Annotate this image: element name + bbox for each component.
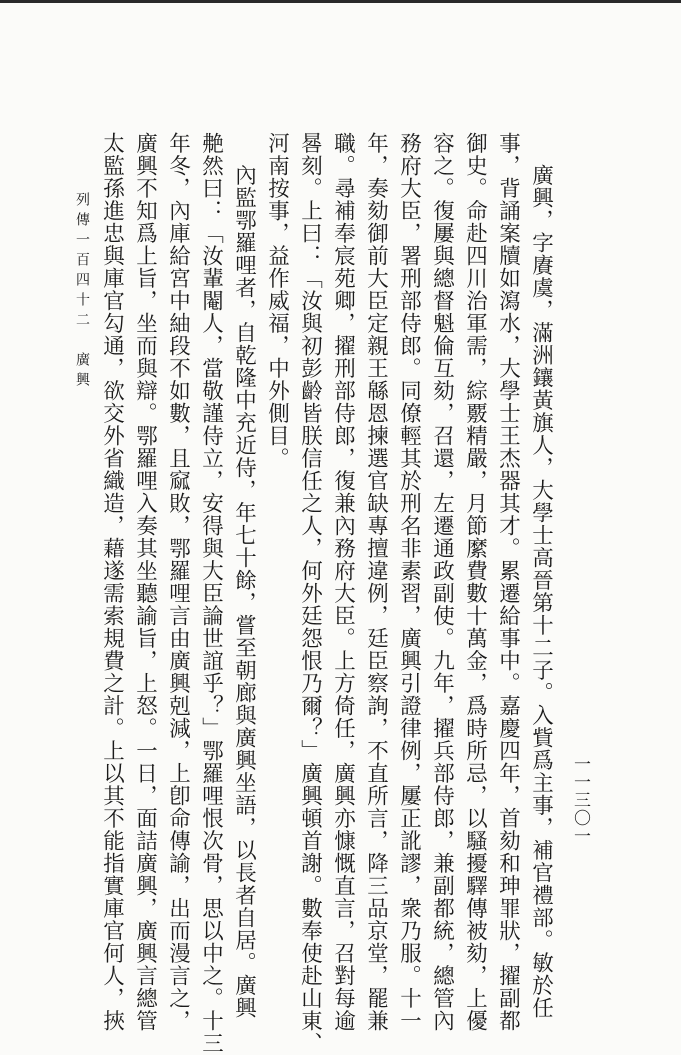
text-column-6: 年，奏劾御前大臣定親王緜恩揀選官缺專擅違例，廷臣察詢，不直所言，降三品京堂，罷兼 [363, 132, 389, 1032]
text-column-10: 內監鄂羅哩者，自乾隆中充近侍，年七十餘，嘗至朝廊與廣興坐語，以長者自居。廣興 [231, 164, 257, 1019]
side-title: 列傳一百四十二 廣興 [74, 192, 90, 392]
text-column-2: 事，背誦案牘如瀉水，大學士王杰器其才。累遷給事中。嘉慶四年，首劾和珅罪狀，擢副都 [495, 132, 521, 1032]
top-border-rule [0, 0, 681, 3]
text-column-1: 廣興，字賡虞，滿洲鑲黃旗人，大學士高晉第十二子。入貲爲主事，補官禮部。敏於任 [528, 164, 554, 1019]
text-column-11: 艴然曰：「汝輩閹人，當敬謹侍立，安得與大臣論世誼乎？」鄂羅哩恨次骨，思以中之。十三 [198, 132, 224, 1055]
text-column-8: 晷刻。上曰：「汝與初彭齡皆朕信任之人，何外廷怨恨乃爾？」廣興頓首謝。數奉使赴山東、 [297, 132, 323, 1055]
text-column-3: 御史。命赴四川治軍需，綜覈精嚴，月節縻費數十萬金，爲時所忌，以騷擾驛傳被劾，上優 [462, 132, 488, 1032]
text-column-14: 太監孫進忠與庫官勾通，欲交外省織造，藉遂需索規費之計。上以其不能指實庫官何人，挾 [99, 132, 125, 1032]
text-column-7: 職。尋補奉宸苑卿，擢刑部侍郎，復兼內務府大臣。上方倚任，廣興亦慷慨直言，召對每逾 [330, 132, 356, 1032]
text-column-9: 河南按事，益作威福，中外側目。 [264, 132, 290, 470]
text-column-12: 年冬，內庫給宮中紬段不如數，且窳敗，鄂羅哩言由廣興剋減，上卽命傳諭，出而漫言之， [165, 132, 191, 1032]
text-column-13: 廣興不知爲上旨，坐而與辯。鄂羅哩入奏其坐聽諭旨，上怒。一日，面詰廣興，廣興言總管 [132, 132, 158, 1032]
text-column-5: 務府大臣，署刑部侍郎。同僚輕其於刑名非素習，廣興引證律例，屢正訛謬，衆乃服。十一 [396, 132, 422, 1032]
text-column-4: 容之。復屢與總督魁倫互劾，召還，左遷通政副使。九年，擢兵部侍郎，兼副都統，總管內 [429, 132, 455, 1032]
page-number: 一一三〇一 [570, 755, 590, 845]
